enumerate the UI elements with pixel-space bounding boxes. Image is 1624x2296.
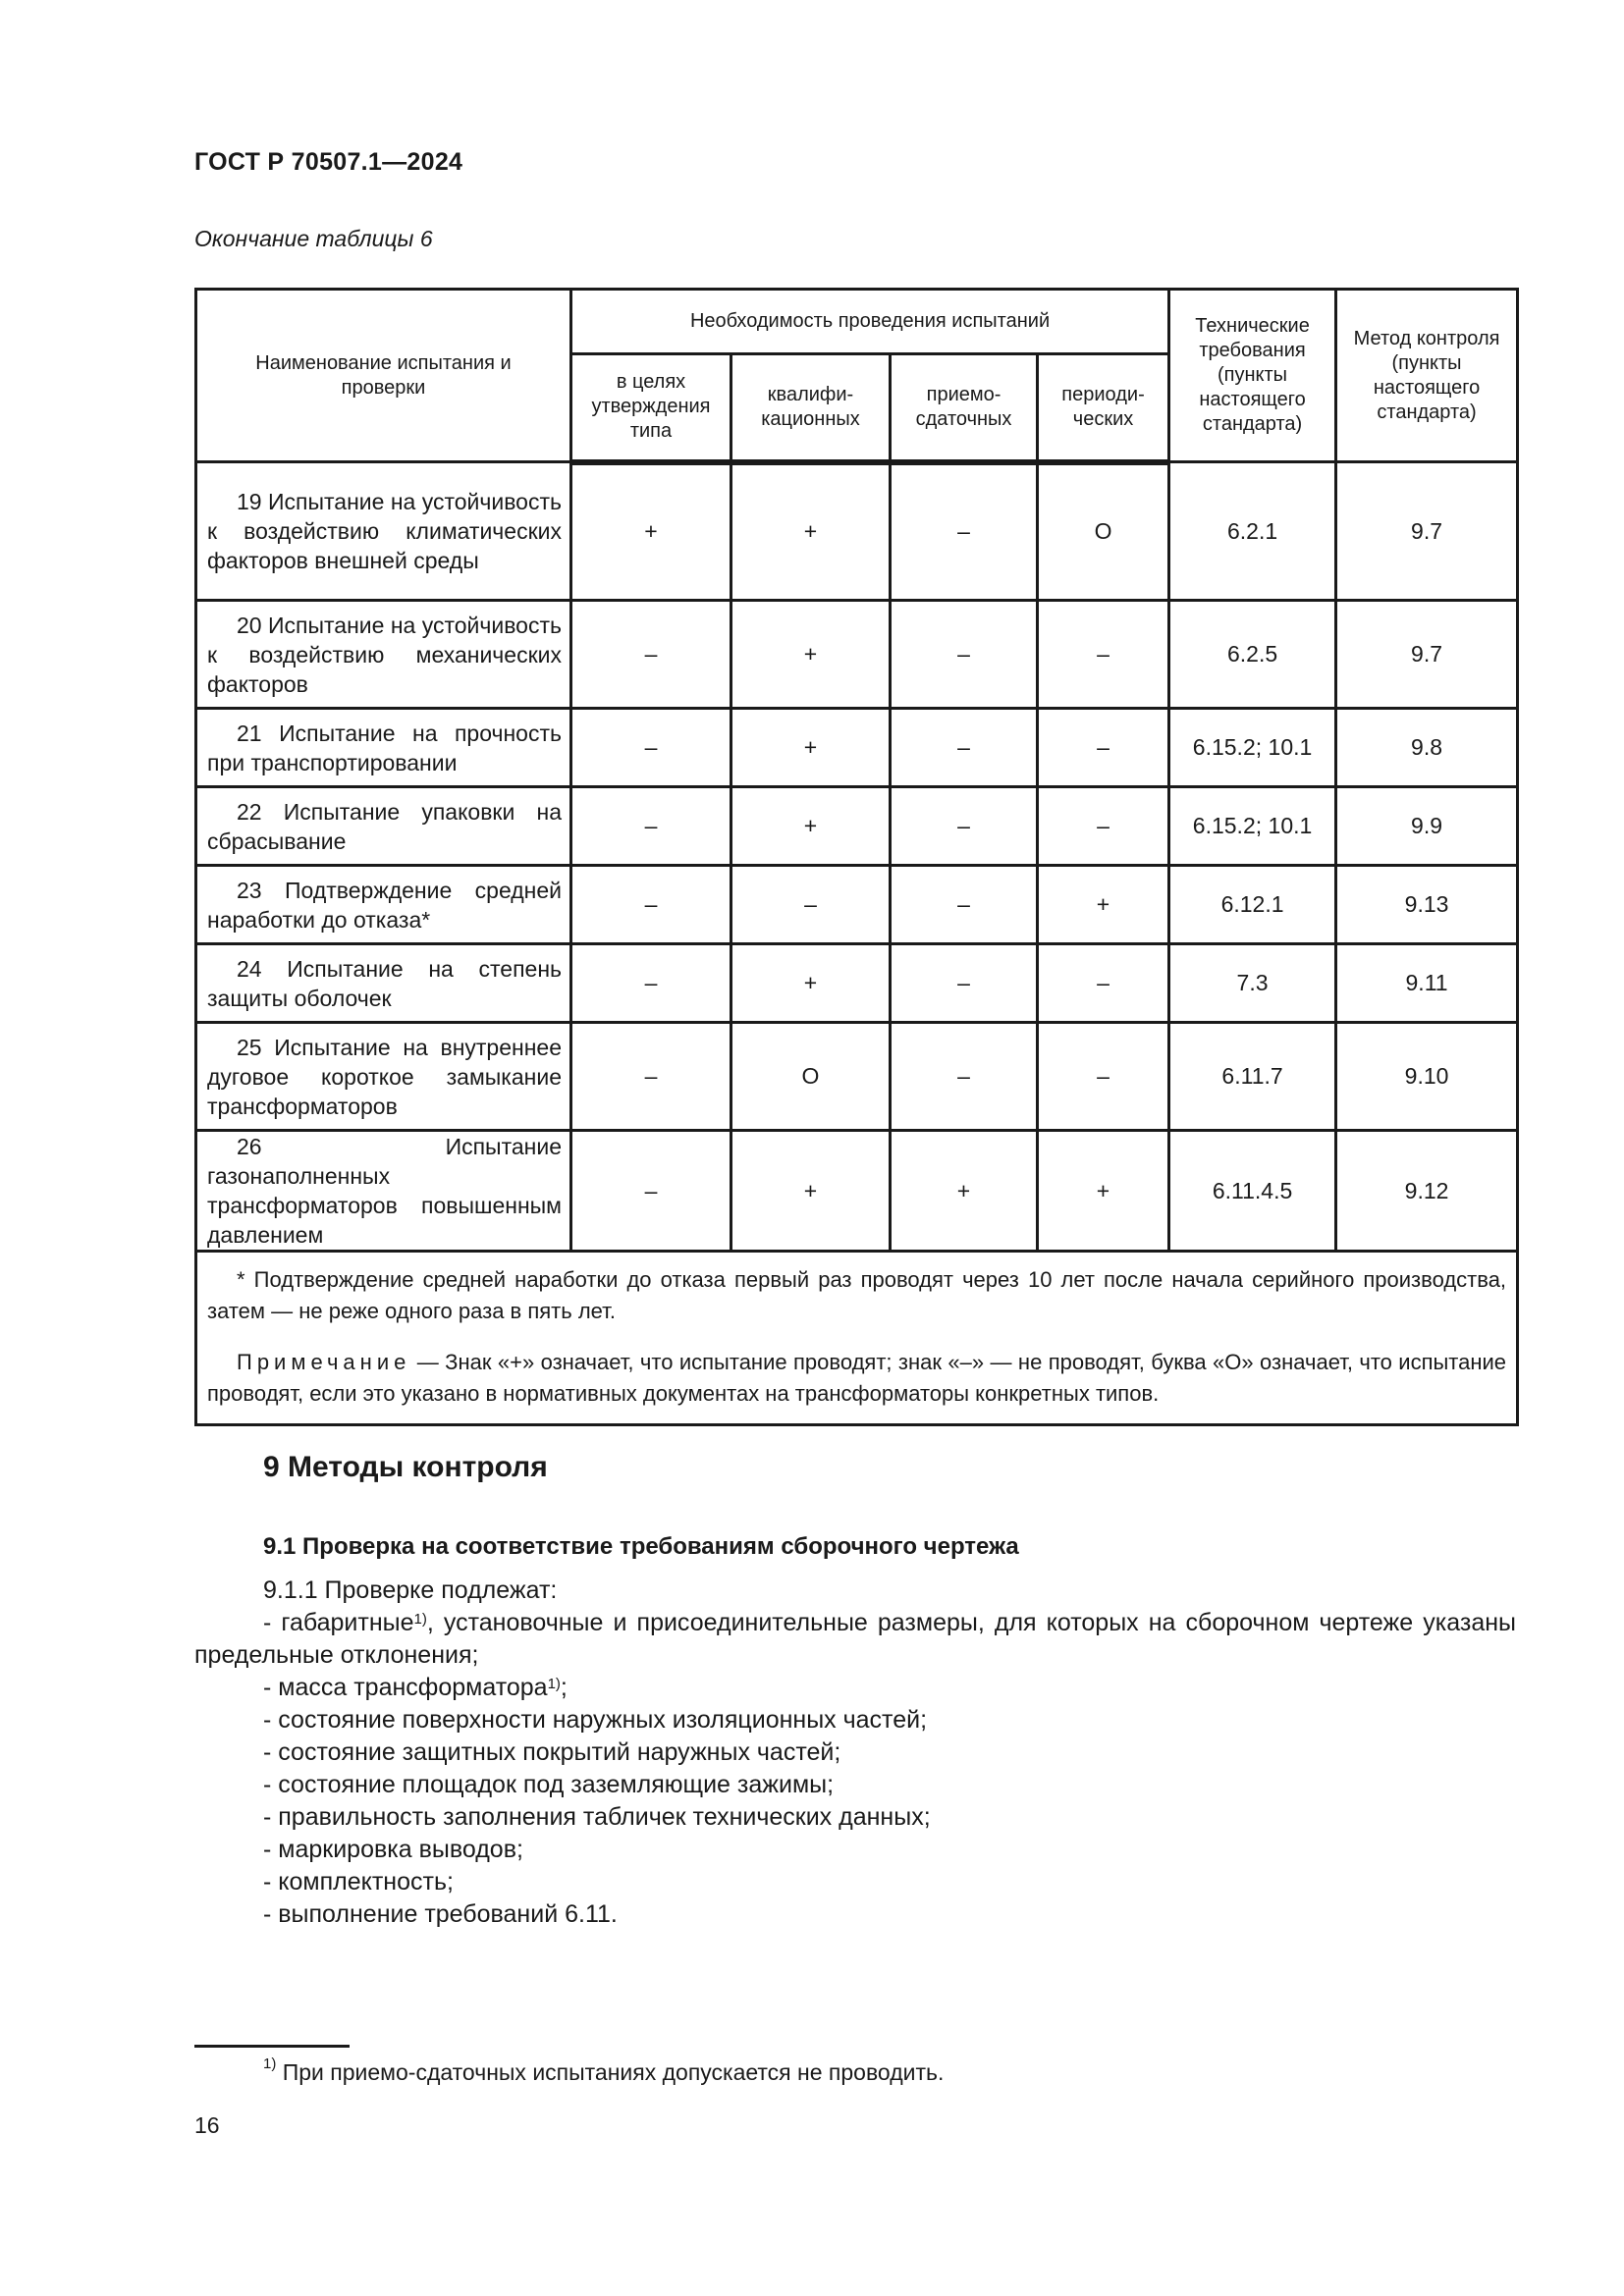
periodic-cell: О: [1038, 462, 1169, 601]
table-continuation-caption: Окончание таблицы 6: [194, 226, 433, 251]
type-approval-cell: –: [571, 944, 731, 1023]
tech-req-cell: 6.2.5: [1169, 601, 1336, 709]
star-footnote: * Подтверждение средней наработки до отказа первый раз проводят через 10 лет после начала серийного производства, затем — не реже одного раза в пять лет.: [207, 1267, 1507, 1323]
periodic-cell: +: [1038, 866, 1169, 944]
acceptance-cell: +: [891, 1131, 1038, 1252]
table-notes-row: [196, 1252, 1518, 1425]
section-body: [194, 1575, 1516, 1931]
type-approval-cell: –: [571, 866, 731, 944]
tests-table: [194, 288, 1519, 1426]
table-row: [196, 866, 1518, 944]
method-cell: 9.7: [1336, 601, 1518, 709]
list-item: - габаритные$^{1)}$, установочные и присоединительные размеры, для которых на сборочном чертеже указаны предельные отклонения;: [194, 1609, 1516, 1669]
qualification-cell: +: [731, 601, 891, 709]
acceptance-cell: –: [891, 601, 1038, 709]
periodic-cell: –: [1038, 709, 1169, 787]
table-row: [196, 1131, 1518, 1252]
table-notes-cell: [196, 1252, 1518, 1425]
type-approval-cell: –: [571, 1023, 731, 1131]
header-periodic: периоди-ческих: [1038, 354, 1169, 462]
table-note: [207, 1347, 1506, 1410]
test-name-cell: 21 Испытание на прочность при транспортировании: [196, 709, 571, 787]
section-heading: 9 Методы контроля: [263, 1451, 548, 1483]
header-acceptance: приемо-сдаточных: [891, 354, 1038, 462]
table-row: [196, 1023, 1518, 1131]
list-item: - правильность заполнения табличек технических данных;: [263, 1803, 931, 1831]
header-qualification: квалифи-кационных: [731, 354, 891, 462]
test-name-cell: 24 Испытание на степень защиты оболочек: [196, 944, 571, 1023]
list-item: - состояние защитных покрытий наружных частей;: [263, 1738, 841, 1766]
header-need-group: Необходимость проведения испытаний: [571, 290, 1169, 354]
list-item: - комплектность;: [263, 1868, 454, 1896]
tech-req-cell: 6.12.1: [1169, 866, 1336, 944]
method-cell: 9.8: [1336, 709, 1518, 787]
acceptance-cell: –: [891, 787, 1038, 866]
qualification-cell: +: [731, 944, 891, 1023]
header-type-approval: в целях утверждения типа: [571, 354, 731, 462]
acceptance-cell: –: [891, 866, 1038, 944]
document-code: ГОСТ Р 70507.1—2024: [194, 148, 463, 176]
type-approval-cell: –: [571, 601, 731, 709]
method-cell: 9.13: [1336, 866, 1518, 944]
header-control-method: Метод контроля (пункты настоящего стандарта): [1336, 290, 1518, 462]
table-row: [196, 709, 1518, 787]
test-name-cell: 22 Испытание упаковки на сбрасывание: [196, 787, 571, 866]
type-approval-cell: –: [571, 787, 731, 866]
note-text: — Знак «+» означает, что испытание проводят; знак «–» — не проводят, буква «О» означает, что испытание проводят, если это указано в нормативных документах на трансформаторы конкретных типов.: [207, 1350, 1507, 1406]
header-tech-requirements: Технические требования (пункты настоящего стандарта): [1169, 290, 1336, 462]
list-item: - состояние площадок под заземляющие зажимы;: [263, 1771, 835, 1798]
qualification-cell: –: [731, 866, 891, 944]
tech-req-cell: 7.3: [1169, 944, 1336, 1023]
periodic-cell: –: [1038, 787, 1169, 866]
tech-req-cell: 6.2.1: [1169, 462, 1336, 601]
qualification-cell: +: [731, 1131, 891, 1252]
qualification-cell: О: [731, 1023, 891, 1131]
table-row: [196, 601, 1518, 709]
type-approval-cell: –: [571, 1131, 731, 1252]
periodic-cell: –: [1038, 601, 1169, 709]
test-name-cell: 25 Испытание на внутреннее дуговое короткое замыкание трансформаторов: [196, 1023, 571, 1131]
list-item: - состояние поверхности наружных изоляционных частей;: [263, 1706, 928, 1734]
method-cell: 9.11: [1336, 944, 1518, 1023]
table-row: [196, 944, 1518, 1023]
method-cell: 9.10: [1336, 1023, 1518, 1131]
tech-req-cell: 6.15.2; 10.1: [1169, 787, 1336, 866]
tech-req-cell: 6.11.7: [1169, 1023, 1336, 1131]
acceptance-cell: –: [891, 462, 1038, 601]
test-name-cell: 23 Подтверждение средней наработки до отказа*: [196, 866, 571, 944]
list-item: - масса трансформатора$^{1)}$;: [263, 1674, 568, 1701]
acceptance-cell: –: [891, 1023, 1038, 1131]
page-number: 16: [194, 2112, 220, 2138]
method-cell: 9.7: [1336, 462, 1518, 601]
tech-req-cell: 6.15.2; 10.1: [1169, 709, 1336, 787]
periodic-cell: –: [1038, 1023, 1169, 1131]
page-footnote: $^{1)}$ При приемо-сдаточных испытаниях допускается не проводить.: [263, 2056, 945, 2085]
clause-intro: 9.1.1 Проверке подлежат:: [263, 1576, 558, 1604]
method-cell: 9.9: [1336, 787, 1518, 866]
periodic-cell: +: [1038, 1131, 1169, 1252]
type-approval-cell: –: [571, 709, 731, 787]
periodic-cell: –: [1038, 944, 1169, 1023]
list-item: - маркировка выводов;: [263, 1836, 523, 1863]
acceptance-cell: –: [891, 944, 1038, 1023]
test-name-cell: 19 Испытание на устойчивость к воздействию климатических факторов внешней среды: [196, 462, 571, 601]
footnote-separator: [194, 2045, 350, 2048]
qualification-cell: +: [731, 787, 891, 866]
note-label: Примечание: [237, 1350, 411, 1374]
tech-req-cell: 6.11.4.5: [1169, 1131, 1336, 1252]
table-row: [196, 462, 1518, 601]
qualification-cell: +: [731, 709, 891, 787]
method-cell: 9.12: [1336, 1131, 1518, 1252]
header-test-name: Наименование испытания и проверки: [196, 290, 571, 462]
type-approval-cell: +: [571, 462, 731, 601]
qualification-cell: +: [731, 462, 891, 601]
acceptance-cell: –: [891, 709, 1038, 787]
test-name-cell: 26 Испытание газонаполненных трансформаторов повышенным давлением: [196, 1131, 571, 1252]
table-row: [196, 787, 1518, 866]
test-name-cell: 20 Испытание на устойчивость к воздействию механических факторов: [196, 601, 571, 709]
subsection-heading: 9.1 Проверка на соответствие требованиям сборочного чертежа: [263, 1533, 1019, 1560]
list-item: - выполнение требований 6.11.: [263, 1900, 618, 1928]
